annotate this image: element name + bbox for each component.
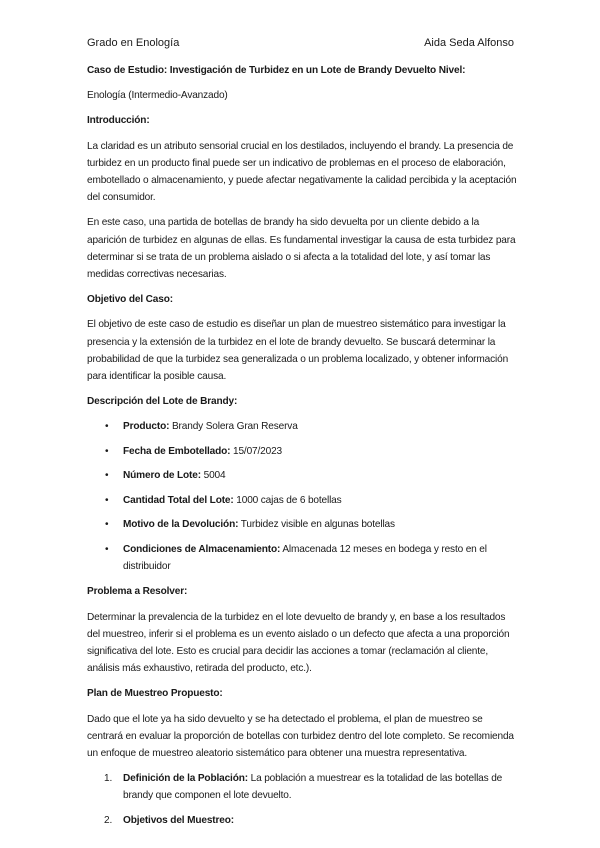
header-course: Grado en Enología [87, 37, 180, 49]
plan-step [104, 812, 517, 829]
lot-item-label: Número de Lote: [123, 470, 201, 482]
case-title: Caso de Estudio: Investigación de Turbidez en un Lote de Brandy Devuelto Nivel: [87, 65, 466, 76]
plan-step [104, 770, 517, 804]
lot-item [123, 492, 517, 509]
lot-item-value: 1000 cajas de 6 botellas [233, 494, 342, 506]
lot-item-value: Almacenada 12 meses en bodega y resto en el distribuidor [123, 543, 487, 573]
intro-paragraph-1: La claridad es un atributo sensorial crucial en los destilados, incluyendo el brandy. La presencia de turbidez en un producto final puede ser un indicativo de problemas en el proceso de elaboración, embotellado o almacenamiento, y puede afectar negativamente la calidad percibida y la aceptación del consumidor. [87, 140, 517, 204]
objective-heading: Objetivo del Caso: [87, 294, 173, 306]
plan-heading: Plan de Muestreo Propuesto: [87, 688, 223, 700]
intro-heading: Introducción: [87, 115, 150, 127]
objective-paragraph: El objetivo de este caso de estudio es diseñar un plan de muestreo sistemático para investigar la presencia y la extensión de la turbidez en el lote de brandy devuelto. Se buscará determinar la probabilidad de que la turbidez sea generalizada o un problema localizado, y obtener información para identificar la posible causa. [87, 319, 509, 383]
problem-paragraph: Determinar la prevalencia de la turbidez en el lote devuelto de brandy y, en base a los resultados del muestreo, inferir si el problema es un evento aislado o un defecto que afecta a una proporción significativa del lote. Esto es crucial para decidir las acciones a tomar (reclamación al cliente, análisis más exhaustivo, retirada del producto, etc.). [87, 611, 510, 675]
lot-item [123, 418, 517, 435]
lot-item-label: Cantidad Total del Lote: [123, 494, 234, 506]
document-body [87, 62, 517, 836]
lot-item-label: Producto: [123, 421, 170, 433]
lot-item-value: 5004 [200, 470, 226, 482]
lot-item [123, 516, 517, 533]
lot-item [123, 443, 517, 460]
problem-heading: Problema a Resolver: [87, 586, 188, 598]
level-text: Enología (Intermedio-Avanzado) [87, 90, 228, 102]
plan-step-value: La población a muestrear es la totalidad de las botellas de brandy que componen el lote devuelto. [123, 773, 503, 802]
lot-item-value: Turbidez visible en algunas botellas [238, 519, 395, 531]
intro-paragraph-2: En este caso, una partida de botellas de brandy ha sido devuelta por un cliente debido a la aparición de turbidez en algunas de ellas. Es fundamental investigar la causa de esta turbidez para determinar si se trata de un problema aislado o si afecta a la totalidad del lote, y así tomar las medidas correctivas necesarias. [87, 217, 516, 281]
lot-item-label: Fecha de Embotellado: [123, 445, 231, 457]
plan-step-number: 1. [104, 773, 113, 785]
lot-heading: Descripción del Lote de Brandy: [87, 396, 238, 408]
lot-item [123, 467, 517, 484]
lot-list [87, 418, 517, 575]
lot-item [123, 541, 517, 575]
lot-item-value: 15/07/2023 [230, 445, 283, 457]
lot-item-value: Brandy Solera Gran Reserva [169, 421, 298, 433]
plan-step-label: Definición de la Población: [123, 773, 248, 785]
plan-steps-list [87, 770, 517, 829]
plan-step-number: 2. [104, 814, 113, 826]
header-author: Aida Seda Alfonso [424, 37, 514, 49]
lot-item-label: Condiciones de Almacenamiento: [123, 543, 281, 555]
lot-item-label: Motivo de la Devolución: [123, 519, 239, 531]
plan-paragraph: Dado que el lote ya ha sido devuelto y se ha detectado el problema, el plan de muestreo se centrará en evaluar la proporción de botellas con turbidez dentro del lote completo. Se recomienda un enfoque de muestreo aleatorio sistemático para obtener una muestra representativa. [87, 713, 514, 759]
plan-step-label: Objetivos del Muestreo: [123, 814, 234, 826]
